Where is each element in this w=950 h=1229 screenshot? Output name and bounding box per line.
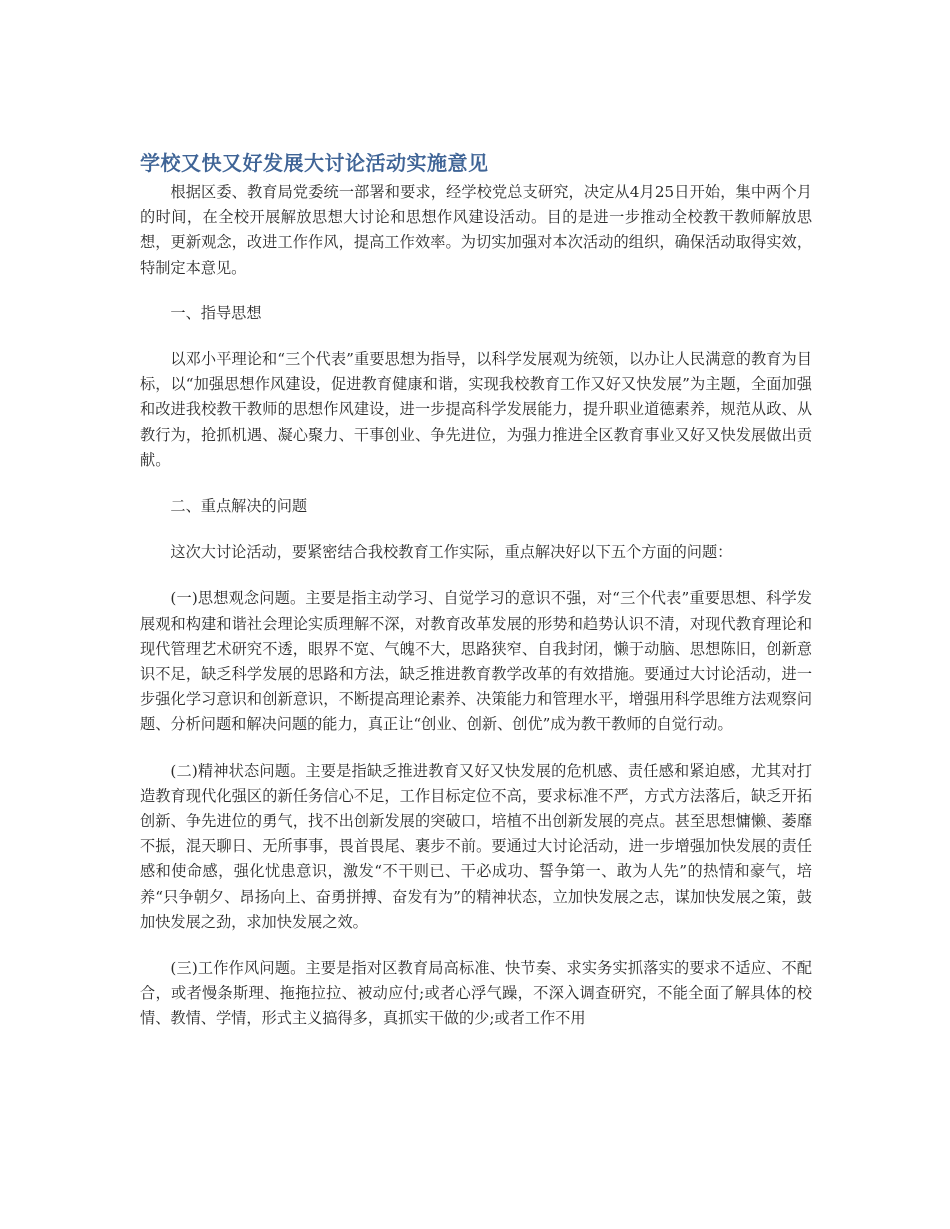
key-problems-intro-paragraph: 这次大讨论活动，要紧密结合我校教育工作实际，重点解决好以下五个方面的问题： xyxy=(170,543,733,562)
guiding-ideology-paragraph: 以邓小平理论和“三个代表”重要思想为指导，以科学发展观为统领，以办让人民满意的教育为目标，以“加强思想作风建设，促进教育健康和谐，实现我校教育工作又好又快发展”为主题，全面加强和改进我校教干教师的思想作风建设，进一步提高科学发展能力，提升职业道德素养，规范从政、从教行为，抢抓机遇、凝心聚力、干事创业、争先进位，为强力推进全区教育事业又好又快发展做出贡献。 xyxy=(140,350,812,469)
intro-paragraph: 根据区委、教育局党委统一部署和要求，经学校党总支研究，决定从4月25日开始，集中两个月的时间，在全校开展解放思想大讨论和思想作风建设活动。目的是进一步推动全校教干教师解放思想，更新观念，改进工作作风，提高工作效率。为切实加强对本次活动的组织，确保活动取得实效，特制定本意见。 xyxy=(140,183,812,277)
document-page xyxy=(140,148,812,1053)
document-title: 学校又快又好发展大讨论活动实施意见 xyxy=(140,151,489,175)
section-heading-guiding-ideology: 一、指导思想 xyxy=(170,303,262,322)
problem-item-thinking: (一)思想观念问题。主要是指主动学习、自觉学习的意识不强，对“三个代表”重要思想、科学发展观和构建和谐社会理论实质理解不深，对教育改革发展的形势和趋势认识不清，对现代教育理论和现代管理艺术研究不透，眼界不宽、气魄不大，思路狭窄、自我封闭，懒于动脑、思想陈旧，创新意识不足，缺乏科学发展的思路和方法，缺乏推进教育教学改革的有效措施。要通过大讨论活动，进一步强化学习意识和创新意识，不断提高理论素养、决策能力和管理水平，增强用科学思维方法观察问题、分析问题和解决问题的能力，真正让“创业、创新、创优”成为教干教师的自觉行动。 xyxy=(140,589,812,734)
section-heading-key-problems: 二、重点解决的问题 xyxy=(170,497,308,516)
problem-item-work-style: (三)工作作风问题。主要是指对区教育局高标准、快节奏、求实务实抓落实的要求不适应、不配合，或者慢条斯理、拖拖拉拉、被动应付;或者心浮气躁，不深入调查研究，不能全面了解具体的校情、教情、学情，形式主义搞得多，真抓实干做的少;或者工作不用 xyxy=(140,959,812,1028)
problem-item-spirit: (二)精神状态问题。主要是指缺乏推进教育又好又快发展的危机感、责任感和紧迫感，尤其对打造教育现代化强区的新任务信心不足，工作目标定位不高，要求标准不严，方式方法落后，缺乏开拓创新、争先进位的勇气，找不出创新发展的突破口，培植不出创新发展的亮点。甚至思想慵懒、萎靡不振，混天聊日、无所事事，畏首畏尾、裹步不前。要通过大讨论活动，进一步增强加快发展的责任感和使命感，强化忧患意识，激发“不干则已、干必成功、誓争第一、敢为人先”的热情和豪气，培养“只争朝夕、昂扬向上、奋勇拼搏、奋发有为”的精神状态，立加快发展之志，谋加快发展之策，鼓加快发展之劲，求加快发展之效。 xyxy=(140,761,812,931)
